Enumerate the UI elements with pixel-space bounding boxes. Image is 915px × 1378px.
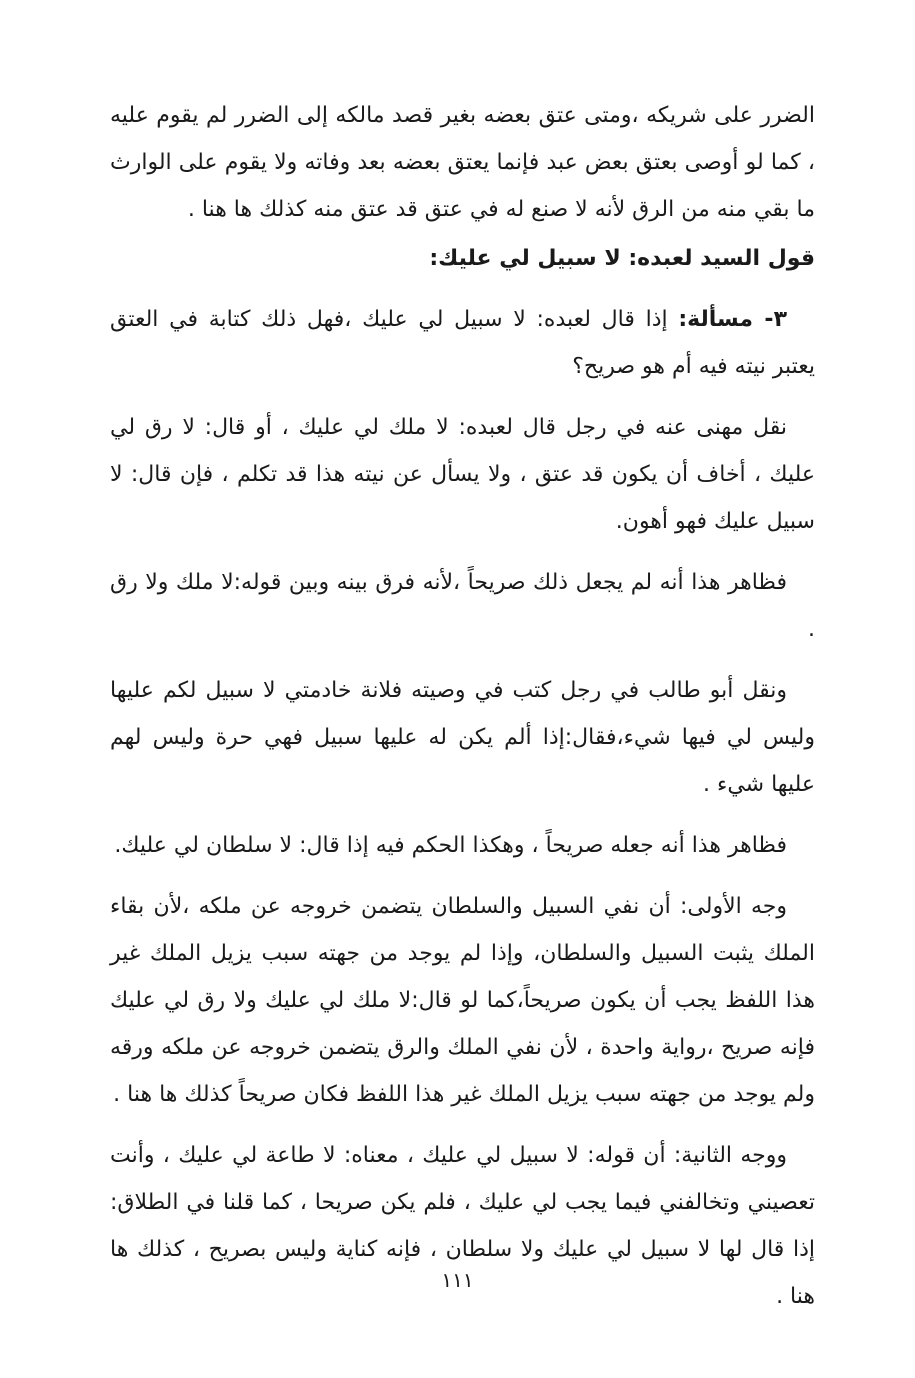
paragraph-mohanna-narration: نقل مهنى عنه في رجل قال لعبده: لا ملك لي عليك ، أو قال: لا رق لي عليك ، أخاف أن يكون قد عتق ، ولا يسأل عن نيته هذا قد تكلم ، فإن قال: لا سبيل عليك فهو أهون. (110, 415, 815, 534)
question-label: ٣- مسألة: (678, 307, 788, 332)
paragraph-abu-talib-narration: ونقل أبو طالب في رجل كتب في وصيته فلانة خادمتي لا سبيل لكم عليها وليس لي فيها شيء،فقال:إذا ألم يكن له عليها سبيل فهي حرة وليس لهم عليها شيء . (110, 678, 815, 797)
paragraph-first-inference: فظاهر هذا أنه لم يجعل ذلك صريحاً ،لأنه فرق بينه وبين قوله:لا ملك ولا رق . (110, 570, 815, 642)
paragraph-second-inference: فظاهر هذا أنه جعله صريحاً ، وهكذا الحكم فيه إذا قال: لا سلطان لي عليك. (114, 833, 787, 858)
section-heading: قول السيد لعبده: لا سبيل لي عليك: (429, 246, 815, 271)
paragraph-second-view: ووجه الثانية: أن قوله: لا سبيل لي عليك ، معناه: لا طاعة لي عليك ، وأنت تعصيني وتخالفني فيما يجب لي عليك ، فلم يكن صريحا ، كما قلنا في الطلاق: إذا قال لها لا سبيل لي عليك ولا سلطان ، فإنه كناية وليس بصريح ، كذلك ها هنا . (110, 1143, 815, 1309)
paragraph-continuation: الضرر على شريكه ،ومتى عتق بعضه بغير قصد مالكه إلى الضرر لم يقوم عليه ، كما لو أوصى بعتق بعض عبد فإنما يعتق بعضه بعد وفاته ولا يقوم على الوارث ما بقي منه من الرق لأنه لا صنع له في عتق قد عتق منه كذلك ها هنا . (110, 103, 815, 222)
page-number: ١١١ (441, 1268, 474, 1292)
document-page (110, 92, 815, 1320)
question-paragraph (110, 296, 815, 390)
paragraph-first-view: وجه الأولى: أن نفي السبيل والسلطان يتضمن خروجه عن ملكه ،لأن بقاء الملك يثبت السبيل والسلطان، وإذا لم يوجد من جهته سبب يزيل الملك غير هذا اللفظ يجب أن يكون صريحاً،كما لو قال:لا ملك لي عليك ولا رق لي عليك فإنه صريح ،رواية واحدة ، لأن نفي الملك والرق يتضمن خروجه عن ملكه ورقه ولم يوجد من جهته سبب يزيل الملك غير هذا اللفظ فكان صريحاً كذلك ها هنا . (110, 894, 815, 1107)
question-text: إذا قال لعبده: لا سبيل لي عليك ،فهل ذلك كتابة في العتق يعتبر نيته فيه أم هو صريح؟ (110, 307, 815, 379)
